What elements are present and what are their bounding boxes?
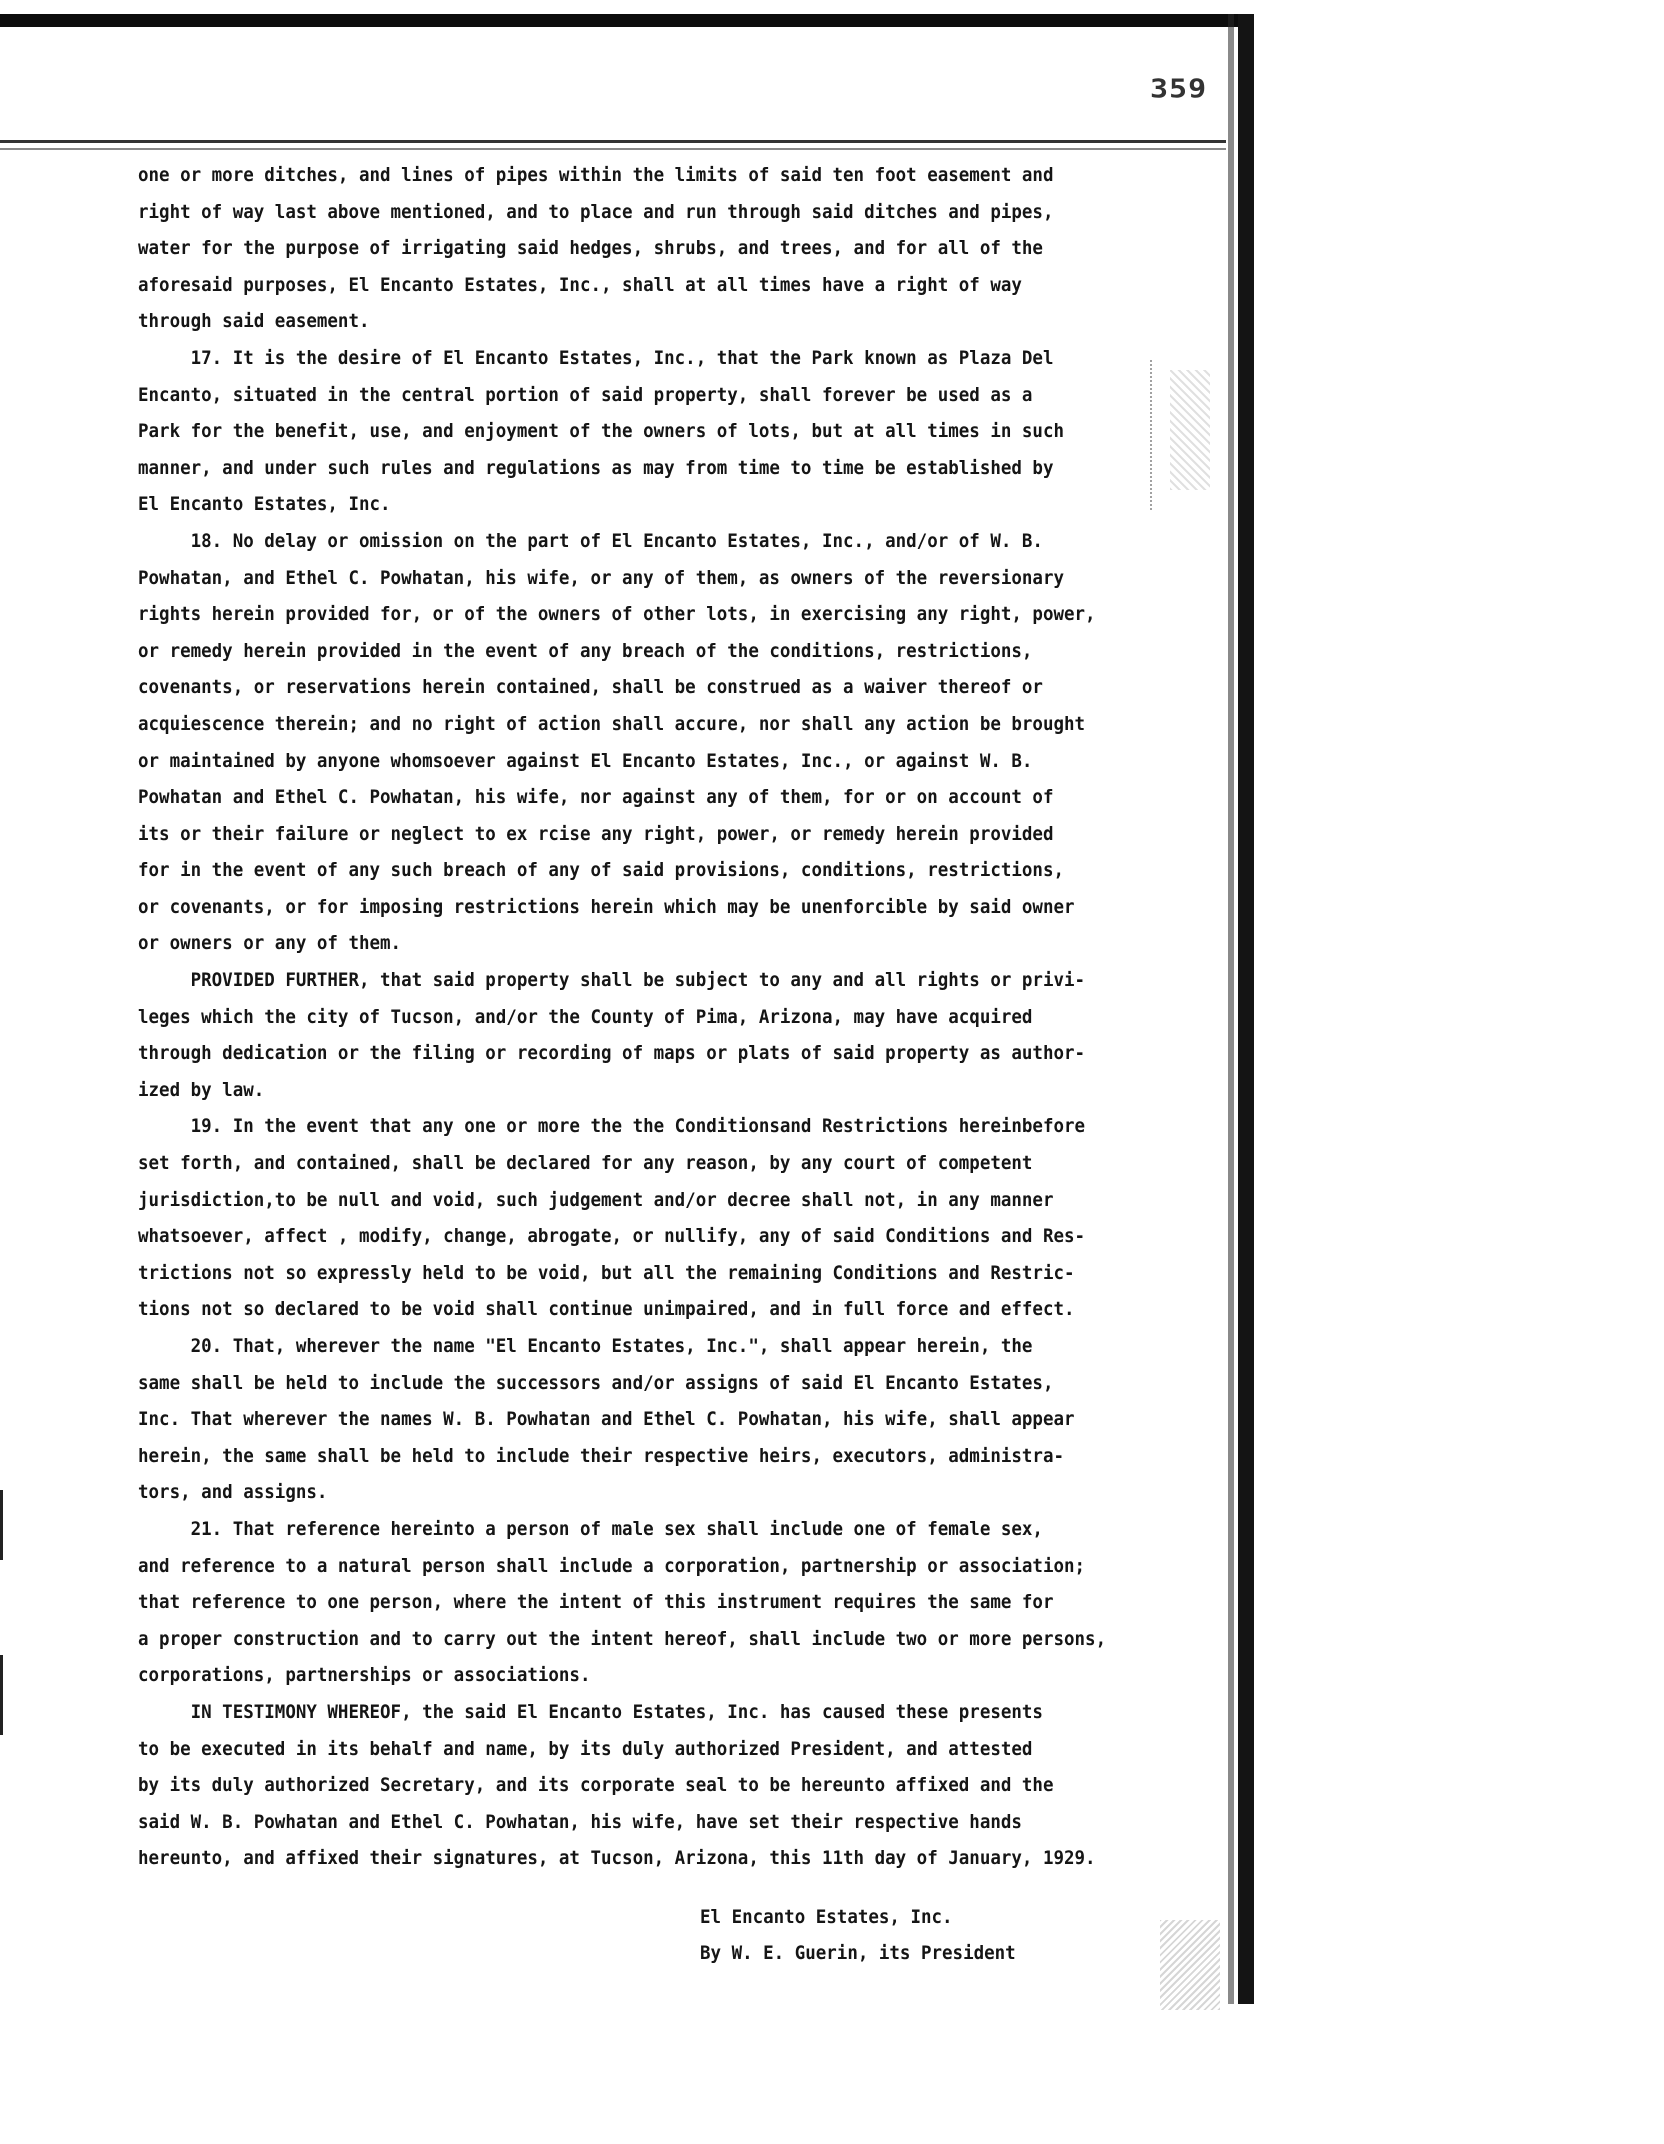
body-line: Powhatan, and Ethel C. Powhatan, his wife, or any of them, as owners of the reversionary <box>138 567 1065 589</box>
body-line: PROVIDED FURTHER, that said property shall be subject to any and all rights or privi- <box>138 970 1086 992</box>
body-line: tors, and assigns. <box>138 1482 328 1504</box>
body-line: by its duly authorized Secretary, and its corporate seal to be hereunto affixed and the <box>138 1775 1054 1797</box>
body-line: El Encanto Estates, Inc. <box>138 494 391 516</box>
body-line: covenants, or reservations herein contained, shall be construed as a waiver thereof or <box>138 677 1043 699</box>
body-line: hereunto, and affixed their signatures, at Tucson, Arizona, this 11th day of January, 1929. <box>138 1848 1096 1870</box>
body-line: manner, and under such rules and regulations as may from time to time be established by <box>138 457 1054 479</box>
body-line: 18. No delay or omission on the part of El Encanto Estates, Inc., and/or of W. B. <box>138 530 1043 552</box>
body-line: IN TESTIMONY WHEREOF, the said El Encanto Estates, Inc. has caused these presents <box>138 1701 1043 1723</box>
body-line: its or their failure or neglect to ex rcise any right, power, or remedy herein provided <box>138 823 1054 845</box>
body-line: 19. In the event that any one or more the the Conditionsand Restrictions hereinbefore <box>138 1116 1086 1138</box>
scan-left-mark <box>0 1490 3 1560</box>
body-line: Inc. That wherever the names W. B. Powhatan and Ethel C. Powhatan, his wife, shall appear <box>138 1409 1075 1431</box>
body-line: water for the purpose of irrigating said hedges, shrubs, and trees, and for all of the <box>138 238 1043 260</box>
scan-noise-patch <box>1170 370 1210 490</box>
body-line: 20. That, wherever the name "El Encanto Estates, Inc.", shall appear herein, the <box>138 1336 1033 1357</box>
body-line: rights herein provided for, or of the owners of other lots, in exercising any right, power, <box>138 604 1096 626</box>
body-line: or covenants, or for imposing restrictions herein which may be unenforcible by said owner <box>138 896 1075 918</box>
body-line: for in the event of any such breach of any of said provisions, conditions, restrictions, <box>138 860 1065 882</box>
scan-noise-patch-bottom <box>1160 1920 1220 2010</box>
body-line: corporations, partnerships or associations. <box>138 1665 591 1687</box>
body-line: same shall be held to include the successors and/or assigns of said El Encanto Estates, <box>138 1372 1054 1394</box>
scan-top-border <box>0 14 1252 27</box>
body-line: or remedy herein provided in the event of any breach of the conditions, restrictions, <box>138 640 1033 662</box>
body-line: to be executed in its behalf and name, by its duly authorized President, and attested <box>138 1738 1033 1760</box>
body-line: one or more ditches, and lines of pipes within the limits of said ten foot easement and <box>138 165 1054 186</box>
body-line: set forth, and contained, shall be declared for any reason, by any court of competent <box>138 1153 1033 1175</box>
body-line: trictions not so expressly held to be void, but all the remaining Conditions and Restric- <box>138 1262 1075 1284</box>
body-line: and reference to a natural person shall include a corporation, partnership or association; <box>138 1555 1086 1577</box>
body-line: jurisdiction,to be null and void, such judgement and/or decree shall not, in any manner <box>138 1189 1054 1211</box>
body-line: whatsoever, affect , modify, change, abrogate, or nullify, any of said Conditions and Res- <box>138 1226 1086 1248</box>
signature-by-line: By W. E. Guerin, its President <box>700 1943 1016 1964</box>
signature-entity: El Encanto Estates, Inc. <box>700 1907 953 1928</box>
body-line: Park for the benefit, use, and enjoyment of the owners of lots, but at all times in such <box>138 421 1065 443</box>
body-line: a proper construction and to carry out the intent hereof, shall include two or more persons, <box>138 1628 1107 1650</box>
body-line: that reference to one person, where the intent of this instrument requires the same for <box>138 1592 1054 1614</box>
body-line: said W. B. Powhatan and Ethel C. Powhatan, his wife, have set their respective hands <box>138 1811 1022 1833</box>
body-line: herein, the same shall be held to include their respective heirs, executors, administra- <box>138 1445 1065 1467</box>
body-line: through said easement. <box>138 311 370 333</box>
body-line: Powhatan and Ethel C. Powhatan, his wife, nor against any of them, for or on account of <box>138 787 1054 809</box>
scan-left-mark-lower <box>0 1655 3 1735</box>
body-line: acquiescence therein; and no right of action shall accure, nor shall any action be brought <box>138 713 1086 735</box>
scan-right-border <box>1238 14 1254 2004</box>
body-line: or maintained by anyone whomsoever against El Encanto Estates, Inc., or against W. B. <box>138 750 1033 772</box>
body-line: ized by law. <box>138 1079 265 1101</box>
body-line: leges which the city of Tucson, and/or the County of Pima, Arizona, may have acquired <box>138 1006 1033 1028</box>
header-rule <box>0 140 1226 143</box>
header-rule-secondary <box>0 148 1226 150</box>
scan-right-shadow <box>1228 14 1234 2004</box>
signature-block <box>700 1900 1120 1972</box>
body-line: 17. It is the desire of El Encanto Estates, Inc., that the Park known as Plaza Del <box>138 347 1054 369</box>
body-line: aforesaid purposes, El Encanto Estates, Inc., shall at all times have a right of way <box>138 274 1022 296</box>
body-line: 21. That reference hereinto a person of male sex shall include one of female sex, <box>138 1518 1043 1540</box>
body-line: Encanto, situated in the central portion of said property, shall forever be used as a <box>138 384 1033 406</box>
document-body <box>138 158 1198 1878</box>
page-number: 359 <box>1150 74 1208 105</box>
body-line: tions not so declared to be void shall continue unimpaired, and in full force and effect. <box>138 1299 1075 1321</box>
body-line: or owners or any of them. <box>138 933 402 955</box>
body-line: through dedication or the filing or recording of maps or plats of said property as author- <box>138 1043 1086 1065</box>
body-line: right of way last above mentioned, and to place and run through said ditches and pipes, <box>138 201 1054 223</box>
